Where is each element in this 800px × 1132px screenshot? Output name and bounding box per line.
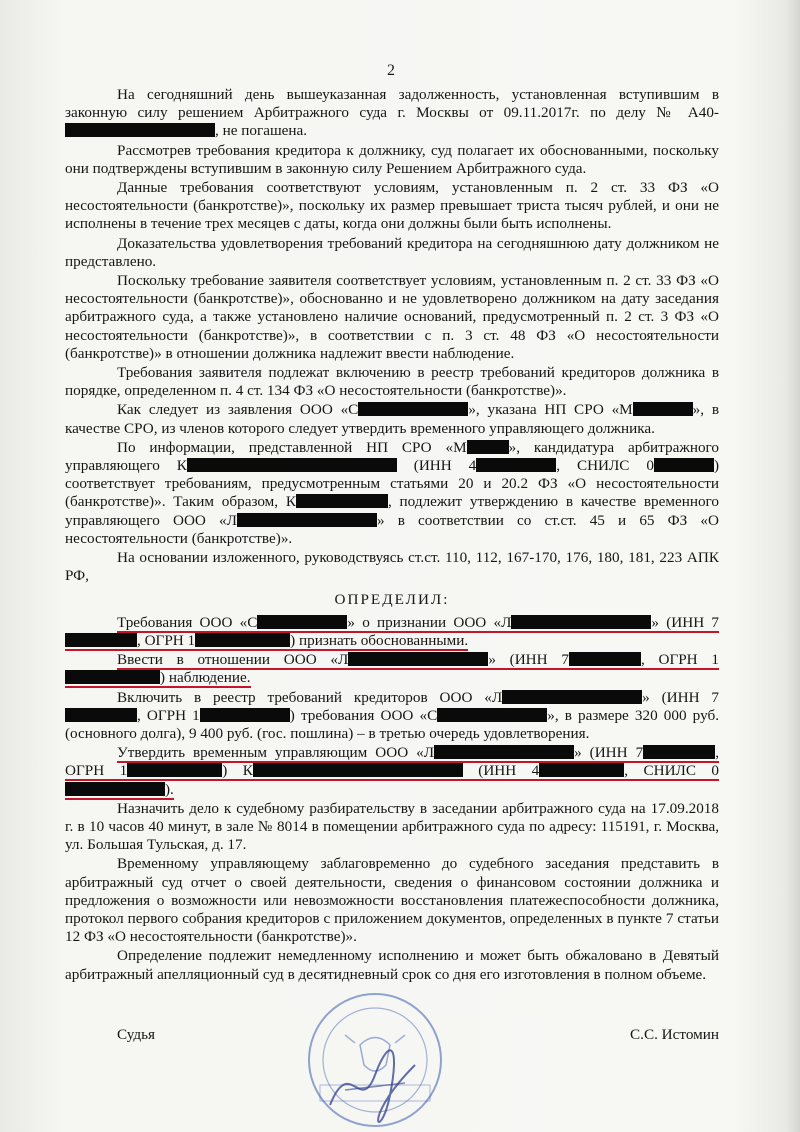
redaction-manager-name	[187, 458, 397, 472]
redaction-debtor-ogrn	[195, 633, 290, 647]
redaction-debtor-name	[348, 652, 488, 666]
highlighted-ruling-text	[65, 744, 719, 799]
paragraph-manager-candidacy	[65, 439, 719, 548]
redaction-debtor-ogrn	[127, 763, 222, 777]
redaction-creditor-name	[437, 708, 547, 722]
redaction-debtor-inn	[65, 633, 137, 647]
redaction-debtor-inn	[643, 745, 715, 759]
text-span: Как следует из заявления ООО «С	[117, 401, 359, 419]
text-span: », кандидатура арбитражного управляющего К	[65, 438, 719, 475]
text-span: ) наблюдение.	[160, 669, 251, 687]
paragraph-debt-status	[65, 86, 719, 141]
paragraph-sro-statement	[65, 401, 719, 437]
highlighted-ruling-text	[65, 651, 719, 688]
text-span: На сегодняшний день вышеуказанная задолженность, установленная вступившим в законную силу решением Арбитражного суда г. Москвы от 09.11.2017г. по делу № А40-	[65, 86, 719, 122]
text-span: » (ИНН 7	[488, 651, 569, 669]
text-span: » о признании ООО «Л	[347, 613, 512, 631]
text-span: ) признать обоснованными.	[290, 631, 469, 649]
text-span: По информации, представленной НП СРО «М	[117, 438, 467, 456]
judge-label: Судья	[117, 1026, 156, 1043]
text-span: », в размере 320 000 руб. (основного долга), 9 400 руб. (гос. пошлина) – в третью очередь удовлетворения.	[65, 706, 719, 742]
redaction-sro-name	[467, 440, 509, 454]
text-span: , ОГРН 1	[137, 631, 196, 649]
text-span: Ввести в отношении ООО «Л	[117, 651, 349, 669]
text-span: , СНИЛС 0	[624, 762, 720, 780]
paragraph-court-reasoning: Рассмотрев требования кредитора к должнику, суд полагает их обоснованными, поскольку они подтверждены вступившим в законную силу Решением Арбитражного суда.	[65, 141, 719, 177]
paragraph-register-inclusion: Требования заявителя подлежат включению в реестр требований кредиторов должника в порядке, определенном п. 4 ст. 134 ФЗ «О несостоятельности (банкротстве)».	[65, 364, 719, 400]
judge-signature	[320, 1035, 430, 1125]
ruling-item-register-claims	[65, 689, 719, 744]
redaction-manager-inn	[539, 763, 624, 777]
ruling-item-claims-justified	[65, 614, 719, 650]
ruling-heading: ОПРЕДЕЛИЛ:	[334, 591, 450, 609]
redaction-sro-name	[633, 402, 693, 416]
redaction-manager-snils	[65, 782, 165, 796]
text-span: » (ИНН 7	[574, 744, 644, 762]
redaction-creditor-name	[257, 615, 347, 629]
judge-name: С.С. Истомин	[630, 1026, 719, 1043]
paragraph-observation-grounds: Поскольку требование заявителя соответствует условиям, установленным п. 2 ст. 33 ФЗ «О несостоятельности (банкротстве)», обоснованно и не удовлетворено должником на дату заседания арбитражного суда, а также установлено наличие оснований, предусмотренный п. 2 ст. 3 ФЗ «О несостоятельности (банкротстве)», в соответствии с п. 3 ст. 48 ФЗ «О несостоятельности (банкротстве)» в отношении должника надлежит ввести наблюдение.	[65, 272, 719, 362]
page-number: 2	[387, 62, 395, 79]
redaction-debtor-inn	[569, 652, 641, 666]
text-span: (ИНН 4	[478, 762, 540, 780]
redaction-manager-inn	[476, 458, 556, 472]
text-span: ) требования ООО «С	[289, 706, 438, 724]
document-body	[65, 86, 719, 985]
page-edge-shadow	[786, 0, 800, 1132]
text-span: ).	[165, 780, 174, 798]
redaction-manager-snils	[654, 458, 714, 472]
ruling-item-schedule-hearing: Назначить дело к судебному разбирательству в заседании арбитражного суда на 17.09.2018 г. в 10 часов 40 минут, в зале № 8014 в помещении арбитражного суда по адресу: 115191, г. Москва, ул. Большая Тульская, д. 17.	[65, 799, 719, 854]
text-span: » в соответствии со ст.ст. 45 и 65 ФЗ «О несостоятельности (банкротстве)».	[65, 511, 719, 547]
redaction-case-number	[65, 123, 215, 137]
redaction-manager-name	[296, 494, 388, 508]
redaction-debtor-name	[502, 690, 642, 704]
text-span: , подлежит утверждению в качестве временного управляющего ООО «Л	[65, 493, 719, 529]
paragraph-legal-basis: На основании изложенного, руководствуясь ст.ст. 110, 112, 167-170, 176, 180, 181, 223 АПК РФ,	[65, 549, 719, 585]
text-span: » (ИНН 7	[651, 613, 719, 631]
text-span: Включить в реестр требований кредиторов ООО «Л	[117, 688, 503, 706]
redaction-debtor-name	[237, 513, 377, 527]
redaction-creditor-name	[358, 402, 468, 416]
text-span: ) соответствует требованиям, предусмотренным статьями 20 и 20.2 ФЗ «О несостоятельности (банкротстве)». Таким образом, К	[65, 457, 719, 511]
redaction-manager-name	[253, 763, 463, 777]
text-span: , не погашена.	[215, 122, 308, 140]
text-span: , ОГРН 1	[137, 706, 200, 724]
redaction-debtor-ogrn	[65, 670, 160, 684]
highlighted-ruling-text	[65, 614, 719, 651]
text-span: , ОГРН 1	[640, 651, 719, 669]
ruling-item-introduce-observation	[65, 651, 719, 687]
paragraph-requirements-conditions: Данные требования соответствуют условиям, установленным п. 2 ст. 33 ФЗ «О несостоятельности (банкротстве)», поскольку их размер превышает триста тысяч рублей, и они не исполнены в течение трех месяцев с даты, когда они должны были быть исполнены.	[65, 179, 719, 233]
text-span: , ОГРН 1	[65, 744, 719, 780]
redaction-debtor-name	[511, 615, 651, 629]
redaction-debtor-name	[434, 745, 574, 759]
text-span: (ИНН 4	[413, 457, 477, 475]
ruling-item-appeal: Определение подлежит немедленному исполнению и может быть обжаловано в Девятый арбитражный апелляционный суд в десятидневный срок со дня его изготовления в полном объеме.	[65, 947, 719, 983]
ruling-item-manager-report: Временному управляющему заблаговременно до судебного заседания представить в арбитражный суд отчет о своей деятельности, сведения о финансовом состоянии должника и предложения о возможности или невозможности восстановления платежеспособности должника, протокол первого собрания кредиторов с приложением документов, определенных в пункте 7 статьи 12 ФЗ «О несостоятельности (банкротстве)».	[65, 855, 719, 946]
ruling-item-appoint-manager	[65, 744, 719, 799]
text-span: , СНИЛС 0	[556, 457, 654, 475]
redaction-debtor-ogrn	[200, 708, 290, 722]
text-span: Требования ООО «С	[117, 613, 258, 631]
text-span: », в качестве СРО, из членов которого следует утвердить временного управляющего должника.	[65, 401, 720, 437]
text-span: Утвердить временным управляющим ООО «Л	[117, 744, 435, 762]
text-span: », указана НП СРО «М	[468, 401, 633, 419]
redaction-debtor-inn	[65, 708, 137, 722]
text-span: ) К	[222, 762, 253, 780]
text-span: » (ИНН 7	[642, 688, 719, 706]
paragraph-no-evidence: Доказательства удовлетворения требований кредитора на сегодняшнюю дату должником не представлено.	[65, 234, 719, 270]
